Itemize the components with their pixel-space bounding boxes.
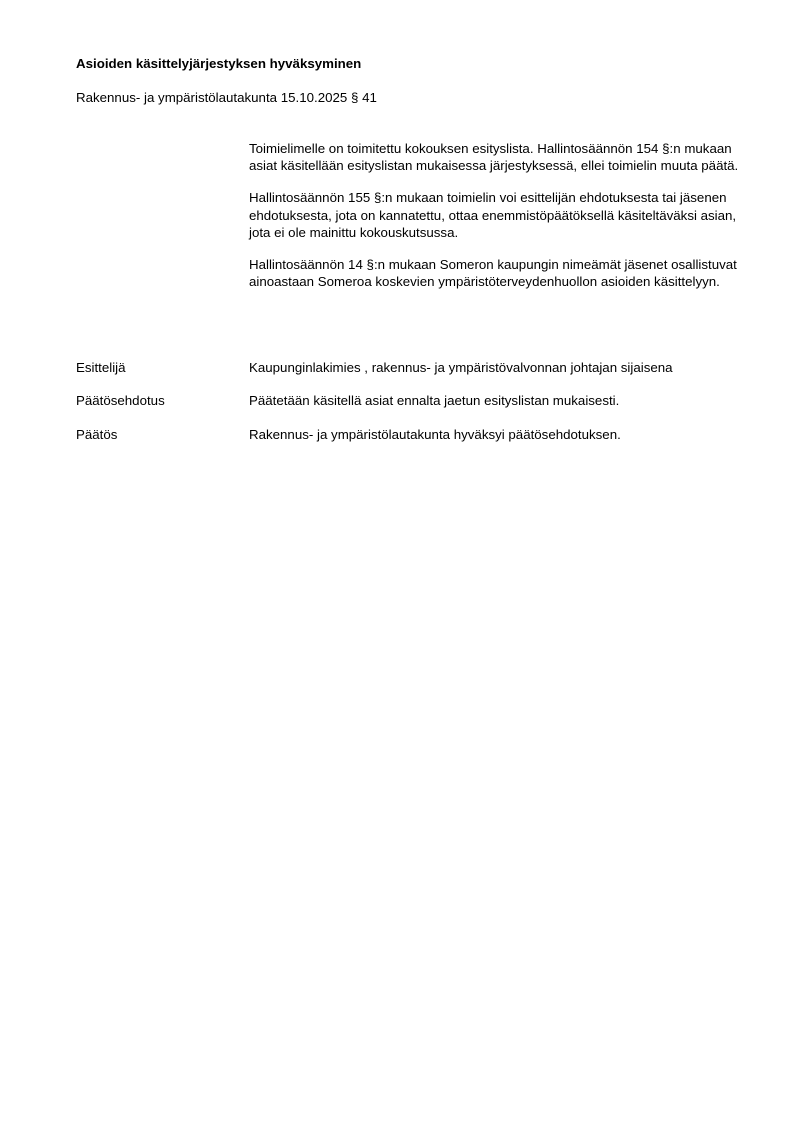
proposal-row: [76, 393, 756, 411]
presenter-label: Esittelijä: [76, 360, 126, 375]
paragraph-additional-items: Hallintosäännön 155 §:n mukaan toimielin voi esittelijän ehdotuksesta tai jäsenen ehdotuksesta, jota on kannatettu, ottaa enemmistöpäätöksellä käsiteltäväksi asian, jota ei ole mainittu kokouskutsussa.: [249, 190, 737, 240]
page-title: Asioiden käsittelyjärjestyksen hyväksyminen: [76, 56, 362, 71]
paragraph-members: Hallintosäännön 14 §:n mukaan Someron kaupungin nimeämät jäsenet osallistuvat ainoastaan Someroa koskevien ympäristöterveydenhuollon asioiden käsittelyyn.: [249, 257, 737, 290]
presenter-row: [76, 360, 756, 378]
decision-row: [76, 427, 756, 445]
decision-label: Päätös: [76, 427, 118, 442]
decision-value: Rakennus- ja ympäristölautakunta hyväksyi päätösehdotuksen.: [249, 427, 621, 442]
proposal-label: Päätösehdotus: [76, 393, 165, 408]
presenter-value: Kaupunginlakimies , rakennus- ja ympäristövalvonnan johtajan sijaisena: [249, 360, 673, 375]
meeting-reference: Rakennus- ja ympäristölautakunta 15.10.2025 § 41: [76, 90, 377, 105]
proposal-value: Päätetään käsitellä asiat ennalta jaetun esityslistan mukaisesti.: [249, 393, 620, 408]
body-text: [249, 140, 739, 305]
paragraph-agenda: Toimielimelle on toimitettu kokouksen esityslista. Hallintosäännön 154 §:n mukaan asiat käsitellään esityslistan mukaisessa järjestyksessä, ellei toimielin muuta päätä.: [249, 141, 739, 174]
